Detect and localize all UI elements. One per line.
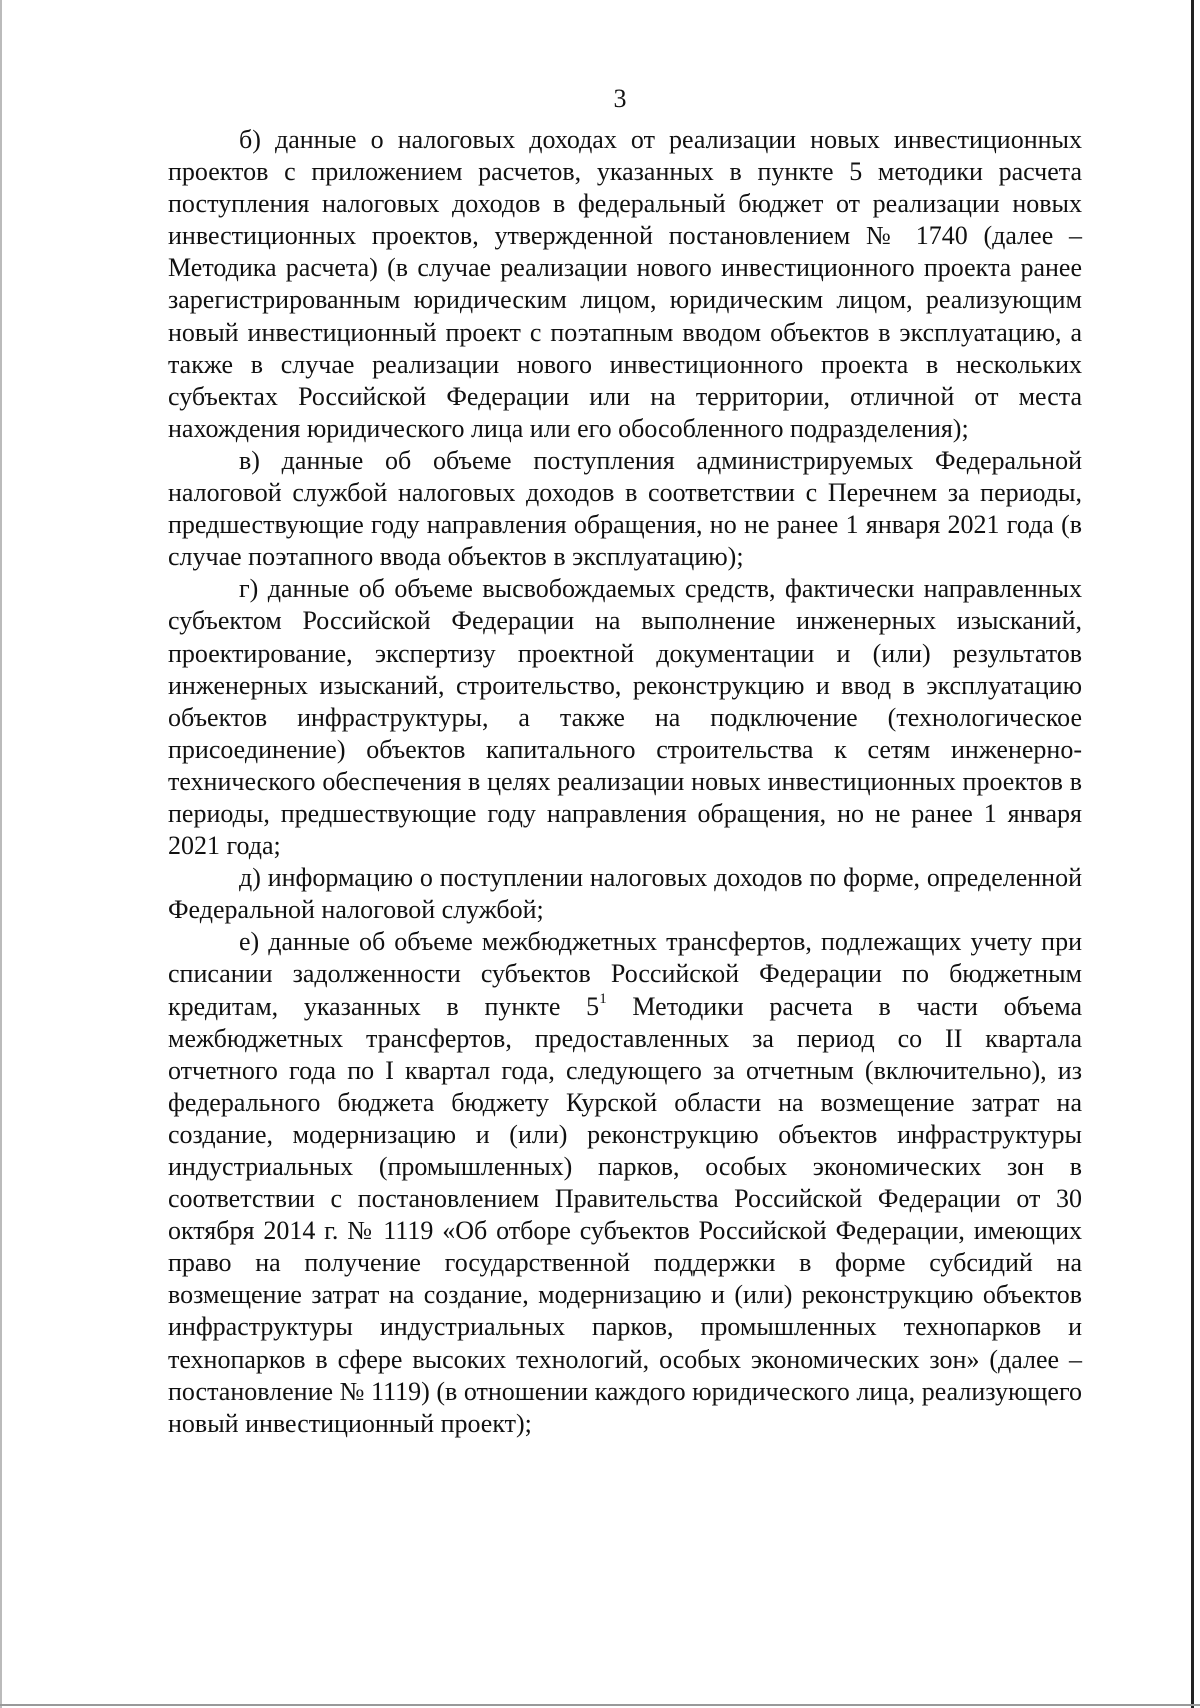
document-body bbox=[168, 124, 1082, 1440]
paragraph-b: б) данные о налоговых доходах от реализации новых инвестиционных проектов с приложением расчетов, указанных в пункте 5 методики расчета поступления налоговых доходов в федеральный бюджет от реализации новых инвестиционных проектов, утвержденной постановлением № 1740 (далее – Методика расчета) (в случае реализации нового инвестиционного проекта ранее зарегистрированным юридическим лицом, юридическим лицом, реализующим новый инвестиционный проект с поэтапным вводом объектов в эксплуатацию, а также в случае реализации нового инвестиционного проекта в нескольких субъектах Российской Федерации или на территории, отличной от места нахождения юридического лица или его обособленного подразделения); bbox=[168, 125, 1082, 443]
page-number: 3 bbox=[613, 84, 627, 113]
scan-edge-right bbox=[1191, 0, 1194, 1708]
paragraph-v: в) данные об объеме поступления администрируемых Федеральной налоговой службой налоговых доходов в соответствии с Перечнем за периоды, предшествующие году направления обращения, но не ранее 1 января 2021 года (в случае поэтапного ввода объектов в эксплуатацию); bbox=[168, 445, 1082, 572]
paragraph-e-part-2: Методики расчета в части объема межбюджетных трансфертов, предоставленных за период со II квартала отчетного года по I квартал года, следующего за отчетным (включительно), из федерального бюджета бюджету Курской области на возмещение затрат на создание, модернизацию и (или) реконструкцию объектов инфраструктуры индустриальных (промышленных) парков, особых экономических зон в соответствии с постановлением Правительства Российской Федерации от 30 октября 2014 г. № 1119 «Об отборе субъектов Российской Федерации, имеющих право на получение государственной поддержки в форме субсидий на возмещение затрат на создание, модернизацию и (или) реконструкцию объектов инфраструктуры индустриальных парков, промышленных технопарков и технопарков в сфере высоких технологий, особых экономических зон» (далее – постановление № 1119) (в отношении каждого юридического лица, реализующего новый инвестиционный проект); bbox=[168, 991, 1083, 1438]
scan-edge-left bbox=[0, 0, 2, 1708]
paragraph-e bbox=[168, 926, 1082, 1440]
paragraph-g: г) данные об объеме высвобождаемых средств, фактически направленных субъектом Российской Федерации на выполнение инженерных изысканий, проектирование, экспертизу проектной документации и (или) результатов инженерных изысканий, строительство, реконструкцию и ввод в эксплуатацию объектов инфраструктуры, а также на подключение (технологическое присоединение) объектов капитального строительства к сетям инженерно-технического обеспечения в целях реализации новых инвестиционных проектов в периоды, предшествующие году направления обращения, но не ранее 1 января 2021 года; bbox=[168, 574, 1082, 861]
paragraph-d: д) информацию о поступлении налоговых доходов по форме, определенной Федеральной налоговой службой; bbox=[168, 863, 1082, 925]
scan-edge-bottom bbox=[0, 1704, 1200, 1706]
paragraph-e-part-1: е) данные об объеме межбюджетных трансфертов, подлежащих учету при списании задолженности субъектов Российской Федерации по бюджетным кредитам, указанных в пункте 5 bbox=[168, 927, 1082, 1021]
footnote-superscript: 1 bbox=[599, 990, 607, 1007]
